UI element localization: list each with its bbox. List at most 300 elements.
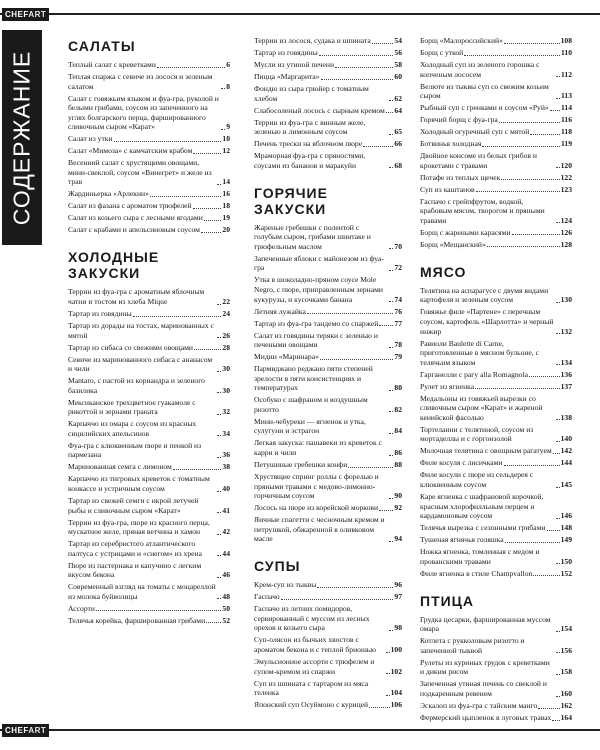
toc-entry[interactable] [254, 72, 402, 82]
toc-entry[interactable] [254, 580, 402, 590]
toc-entry[interactable] [420, 139, 572, 149]
section-heading: ПТИЦА [420, 592, 475, 609]
toc-entry[interactable] [68, 72, 230, 91]
dot-leader [193, 208, 222, 209]
toc-entry-title: Карпаччо из омара с соусом из красных сицилийских апельсинов [68, 419, 197, 438]
toc-entry-title: Летняя лужайка [254, 306, 306, 316]
toc-entry-page: 64 [394, 105, 402, 115]
dot-leader [552, 720, 559, 721]
toc-entry[interactable] [254, 503, 402, 513]
toc-entry-page: 50 [222, 603, 230, 613]
toc-entry-title: Салат «Мимоза» с камчатским крабом [68, 146, 193, 156]
brand-logo-post: ART [28, 10, 47, 19]
toc-entry-page: 56 [394, 47, 402, 57]
toc-entry-title: Особуко с шафраном и воздушным ризотто [254, 395, 368, 414]
column-right [420, 36, 572, 725]
toc-entry-title: Легкая закуска: пашавеки из креветок с карри и чили [254, 438, 382, 458]
dot-leader [317, 587, 393, 588]
toc-entry[interactable] [420, 36, 572, 46]
brand-logo-pre: CHEF [5, 10, 29, 19]
toc-entry[interactable] [254, 635, 402, 654]
dot-leader [556, 696, 560, 697]
toc-entry[interactable] [68, 474, 230, 493]
dot-leader [204, 220, 222, 221]
toc-entry-title: Салат из утки [68, 134, 113, 144]
dot-leader [319, 55, 394, 56]
toc-entry-page: 80 [394, 383, 402, 393]
toc-entry[interactable] [254, 84, 402, 103]
toc-entry-title: Салат из фазана с ароматом трюфелей [68, 201, 192, 211]
dot-leader [556, 364, 560, 365]
toc-entry[interactable] [68, 287, 230, 306]
dot-leader [556, 652, 560, 653]
toc-entry[interactable] [420, 701, 572, 711]
toc-entry[interactable] [254, 331, 402, 350]
toc-entry-title: Утка в шоколадно-пряном соусе Mole Negro, с пюре, приправленным зернами кукурузы, и кусочками банана [254, 275, 383, 304]
toc-entry-page: 54 [394, 36, 402, 45]
toc-entry-page: 8 [226, 81, 230, 91]
dot-leader [389, 347, 393, 348]
toc-entry-page: 92 [394, 503, 402, 513]
section-gap [68, 237, 230, 247]
toc-entry[interactable] [68, 561, 230, 580]
toc-entry-title: Медальоны из говяжьей вырезки со сливочным сыром «Карат» и жареной кенийской фасолью [420, 393, 543, 422]
dot-leader [556, 563, 560, 564]
toc-entry[interactable] [254, 700, 402, 710]
toc-entry-page: 10 [222, 134, 230, 144]
dot-leader [556, 441, 560, 442]
toc-entry[interactable] [420, 523, 572, 533]
toc-entry-title: Пюре из пастернака и капучино с легким вкусом бекона [68, 560, 202, 580]
bottom-bar [0, 724, 600, 744]
dot-leader [193, 153, 221, 154]
dot-leader [389, 270, 393, 271]
toc-entry[interactable] [254, 679, 402, 698]
toc-entry[interactable] [254, 139, 402, 149]
toc-entry-page: 82 [394, 404, 402, 414]
dot-leader [217, 392, 221, 393]
toc-entry-page: 110 [561, 47, 572, 57]
toc-entry[interactable] [68, 146, 230, 156]
toc-entry[interactable] [68, 604, 230, 614]
dot-leader [217, 435, 221, 436]
toc-entry-title: Гаспачо [254, 592, 280, 602]
toc-entry[interactable] [420, 636, 572, 655]
toc-entry-title: Террин из фуа-гра, пюре из красного перца, мускатное желе, пряная ветчина и хамон [68, 517, 210, 537]
dot-leader [281, 599, 394, 600]
dot-leader [389, 541, 393, 542]
toc-entry-page: 106 [390, 700, 402, 710]
toc-entry-page: 44 [222, 548, 230, 558]
dot-leader [553, 453, 560, 454]
toc-entry-title: Тартар из серебристого атлантического палтуса с устрицами и «снегом» из хрена [68, 539, 202, 558]
dot-leader [389, 248, 393, 249]
toc-entry[interactable] [254, 60, 402, 70]
dot-leader [512, 234, 560, 235]
dot-leader [217, 555, 221, 556]
dot-leader [217, 512, 221, 513]
toc-entry[interactable] [68, 94, 230, 132]
toc-entry-page: 145 [560, 479, 572, 489]
toc-entry[interactable] [68, 134, 230, 144]
toc-entry[interactable] [68, 213, 230, 223]
bottom-rule [0, 729, 600, 731]
toc-entry-title: Пицца «Маргарита» [254, 71, 320, 81]
toc-entry-title: Тартар из дорады на тостах, маринованных с мятой [68, 320, 214, 340]
toc-entry-page: 16 [222, 189, 230, 199]
toc-entry-page: 9 [226, 122, 230, 132]
toc-entry-title: Филе ягненка в стиле Champvallon [420, 568, 533, 578]
toc-entry-page: 72 [394, 263, 402, 273]
toc-entry-title: Яичные спагетти с чесночным кремом и петрушкой, обжаренной в оливковом масле [254, 515, 385, 544]
toc-entry[interactable] [68, 309, 230, 319]
toc-entry-title: Равиоли Baulette di Carne, приготовленные в мясном бульоне, с телячьим языком [420, 338, 539, 367]
toc-entry-title: Запеченная утиная печень со свеклой и подкаренным ревенем [420, 679, 547, 698]
toc-entry-page: 158 [560, 667, 572, 677]
toc-entry-title: Тартар из сибаса со свежими овощами [68, 342, 193, 352]
toc-entry-page: 76 [394, 306, 402, 316]
toc-entry-page: 34 [222, 428, 230, 438]
toc-entry[interactable] [420, 115, 572, 125]
toc-entry-page: 112 [561, 69, 572, 79]
dot-leader [372, 43, 394, 44]
toc-entry[interactable] [68, 462, 230, 472]
toc-entry[interactable] [254, 118, 402, 137]
toc-entry-title: Маринованная семга с лимоном [68, 462, 172, 472]
toc-entry-title: Ботвинья холодная [420, 139, 482, 149]
toc-entry[interactable] [420, 82, 572, 101]
toc-entry[interactable] [68, 343, 230, 353]
toc-entry-title: Борщ «Мещанский» [420, 239, 486, 249]
dot-leader [386, 112, 394, 113]
toc-entry-title: Запеченные яблоки с майонезом из фуа-гра [254, 253, 384, 273]
dot-leader [501, 179, 559, 180]
toc-entry-title: Борщ с жареными карасями [420, 227, 511, 237]
toc-entry[interactable] [420, 535, 572, 545]
dot-leader [217, 414, 221, 415]
toc-entry-title: Петушиные гребешки конфи [254, 460, 348, 469]
toc-entry-page: 60 [394, 71, 402, 81]
section-gap [254, 173, 402, 183]
toc-entry[interactable] [254, 604, 402, 633]
toc-entry-title: Филе косули с пюре из сельдерея с клюквенным соусом [420, 470, 534, 489]
toc-entry[interactable] [420, 382, 572, 392]
dot-leader [389, 411, 393, 412]
toc-entry[interactable] [254, 438, 402, 457]
toc-entry[interactable] [68, 419, 230, 438]
dot-leader [389, 498, 393, 499]
dot-leader [321, 79, 394, 80]
toc-entry-title: Севиче из маринованного сибаса с ананасом и чили [68, 354, 213, 374]
toc-entry[interactable] [254, 254, 402, 273]
dot-leader [335, 67, 393, 68]
toc-entry[interactable] [420, 240, 572, 250]
dot-leader [150, 196, 222, 197]
toc-entry[interactable] [254, 364, 402, 393]
toc-entry-title: Потафе из теплых щечек [420, 172, 501, 182]
brand-logo-footer [2, 724, 49, 737]
toc-entry-title: Мраморная фуа-гра с пряностями, соусами из бананов и маракуйи [254, 151, 366, 170]
toc-entry-page: 128 [560, 239, 572, 249]
toc-entry-page: 130 [560, 295, 572, 305]
toc-entry[interactable] [420, 197, 572, 226]
section-heading: ГОРЯЧИЕ ЗАКУСКИ [254, 184, 328, 217]
toc-entry[interactable] [420, 547, 572, 566]
toc-entry-page: 77 [394, 318, 402, 328]
toc-entry[interactable] [68, 225, 230, 235]
toc-entry-title: Салат из говядины теряки с зеленью и печеными овощами [254, 330, 378, 350]
brand-logo [2, 8, 49, 21]
toc-entry-title: Суп-олясон из бычьих хвостов с ароматом бекона и с теплой бриошью [254, 635, 376, 655]
toc-entry[interactable] [68, 189, 230, 199]
toc-entry-page: 126 [560, 227, 572, 237]
dot-leader [538, 708, 559, 709]
toc-entry[interactable] [420, 173, 572, 183]
toc-entry-page: 86 [394, 448, 402, 458]
dot-leader [556, 222, 560, 223]
toc-entry[interactable] [420, 569, 572, 579]
dot-leader [386, 652, 390, 653]
toc-entry-page: 70 [394, 241, 402, 251]
toc-entry-title: Лосось на пюре из корейской моркови [254, 503, 379, 513]
toc-entry-page: 88 [394, 460, 402, 469]
toc-entry-page: 120 [560, 160, 572, 170]
toc-entry-page: 68 [394, 160, 402, 170]
dot-leader [482, 146, 560, 147]
toc-entry[interactable] [254, 657, 402, 676]
toc-entry-page: 58 [394, 59, 402, 69]
toc-entry-page: 30 [222, 385, 230, 395]
toc-entry-title: Эмульсионное ассорти с трюфелем и супом-кремом из спаржи [254, 657, 375, 676]
toc-entry[interactable] [420, 185, 572, 195]
dot-leader [505, 542, 560, 543]
toc-entry[interactable] [420, 286, 572, 305]
dot-leader [206, 622, 221, 623]
toc-entry-page: 38 [222, 462, 230, 472]
toc-entry-title: Холодный огуречный суп с мятой [420, 127, 530, 137]
dot-leader [133, 316, 222, 317]
toc-entry[interactable] [68, 355, 230, 374]
toc-entry[interactable] [254, 460, 402, 470]
toc-entry-page: 65 [394, 127, 402, 137]
toc-entry[interactable] [420, 615, 572, 634]
toc-entry[interactable] [420, 492, 572, 521]
toc-entry-title: Котлета с рукколовым ризотто и запеченной тыквой [420, 636, 525, 655]
dot-leader [389, 390, 393, 391]
toc-entry-title: Печень трески на яблочном пюре [254, 139, 363, 149]
toc-entry[interactable] [254, 417, 402, 436]
toc-entry-page: 132 [560, 326, 572, 336]
toc-entry-page: 46 [222, 570, 230, 580]
toc-entry[interactable] [420, 679, 572, 698]
dot-leader [556, 674, 560, 675]
toc-entry-title: Гаспачо с грейпфрутом, водкой, крабовым мясом, творогом и пряными травами [420, 196, 545, 225]
toc-entry[interactable] [254, 352, 402, 362]
toc-entry-title: Mantaro, с пастой из кориандра и зеленого базилика [68, 376, 205, 395]
toc-entry[interactable] [254, 106, 402, 116]
toc-entry[interactable] [68, 376, 230, 395]
toc-entry[interactable] [68, 398, 230, 417]
toc-entry-page: 156 [560, 645, 572, 655]
toc-entry-title: Телятина на аспарагусе с двумя видами картофеля и зеленым соусом [420, 285, 549, 305]
toc-entry-page: 122 [560, 172, 572, 182]
section-gap [420, 252, 572, 262]
toc-entry-page: 149 [560, 535, 572, 545]
toc-entry-title: Салат с крабами и апельсиновым соусом [68, 225, 200, 235]
toc-entry[interactable] [254, 472, 402, 501]
toc-entry-page: 118 [561, 127, 572, 137]
toc-entry[interactable] [420, 713, 572, 723]
toc-entry-title: Мидии «Маринара» [254, 352, 319, 362]
toc-entry[interactable] [68, 518, 230, 537]
dot-leader [217, 457, 221, 458]
toc-entry[interactable] [254, 275, 402, 304]
toc-entry[interactable] [254, 223, 402, 252]
column-middle [254, 36, 402, 712]
toc-entry[interactable] [420, 60, 572, 79]
toc-entry[interactable] [254, 395, 402, 414]
toc-entry-page: 79 [394, 352, 402, 362]
top-rule [0, 13, 600, 15]
toc-entry[interactable] [68, 496, 230, 515]
toc-entry-page: 100 [390, 645, 402, 655]
dot-leader [217, 304, 221, 305]
toc-entry-page: 24 [222, 308, 230, 318]
dot-leader [221, 88, 225, 89]
toc-entry[interactable] [68, 201, 230, 211]
toc-entry-title: Суп из каштанов [420, 184, 475, 194]
dot-leader [476, 191, 560, 192]
toc-entry-page: 42 [222, 527, 230, 537]
toc-entry[interactable] [420, 151, 572, 170]
toc-entry[interactable] [420, 425, 572, 444]
dot-leader [389, 630, 393, 631]
dot-leader [114, 141, 222, 142]
section-gap [420, 581, 572, 591]
toc-entry-title: Тартар из свежей семги с икрой летучей рыбы и сливочным сыром «Карат» [68, 495, 199, 515]
toc-entry[interactable] [254, 515, 402, 544]
toc-entry[interactable] [68, 321, 230, 340]
dot-leader [556, 419, 560, 420]
toc-entry-title: Каре ягненка с шафрановой корочкой, красным хлорофилльным перцем и кардамоновым соусом [420, 491, 544, 521]
toc-entry-title: Современный взгляд на томаты с моцареллой из молока буйволицы [68, 582, 216, 601]
toc-entry-title: Говяжье филе «Партене» с перечным соусом, картофель «Шарлотта» и черный инжир [420, 307, 554, 336]
dot-leader [556, 518, 560, 519]
toc-entry[interactable] [420, 394, 572, 423]
toc-entry-title: Хрустящие спринг роллы с форелью и пряными травами с медово-лимонно-горчичным соусом [254, 471, 379, 501]
toc-entry-page: 108 [560, 36, 572, 45]
dot-leader [556, 302, 560, 303]
toc-entry-page: 136 [560, 369, 572, 379]
toc-entry[interactable] [68, 60, 230, 70]
toc-entry[interactable] [254, 592, 402, 602]
toc-entry[interactable] [420, 458, 572, 468]
toc-entry[interactable] [254, 319, 402, 329]
toc-entry[interactable] [68, 582, 230, 601]
dot-leader [556, 167, 560, 168]
toc-entry[interactable] [254, 151, 402, 170]
toc-entry-page: 14 [222, 177, 230, 187]
toc-entry-page: 146 [560, 511, 572, 521]
toc-entry-page: 116 [561, 115, 572, 125]
dot-leader [363, 146, 393, 147]
toc-entry-title: Ножка ягненка, томленная с медом и прованскими травами [420, 547, 540, 566]
dot-leader [221, 129, 225, 130]
toc-entry-page: 152 [560, 568, 572, 578]
toc-entry-page: 22 [222, 297, 230, 306]
toc-entry-title: Слабосоленый лосось с сырным кремом [254, 105, 385, 115]
toc-entry[interactable] [254, 48, 402, 58]
toc-entry-page: 40 [222, 484, 230, 493]
dot-leader [529, 376, 560, 377]
toc-entry-page: 114 [561, 103, 572, 113]
dot-leader [504, 43, 560, 44]
dot-leader [389, 433, 393, 434]
toc-entry-page: 20 [222, 225, 230, 235]
toc-entry[interactable] [68, 158, 230, 187]
dot-leader [389, 134, 393, 135]
toc-entry-title: Фермерский цыпленок в луговых травах [420, 712, 552, 722]
toc-entry[interactable] [420, 103, 572, 113]
dot-leader [379, 325, 393, 326]
toc-entry[interactable] [420, 339, 572, 368]
toc-entry[interactable] [420, 470, 572, 489]
contents-title-bar [2, 30, 42, 245]
toc-entry-title: Крем-суп из тыквы [254, 580, 317, 590]
toc-entry-title: Тушеная ягнячья голяшка [420, 535, 504, 545]
dot-leader [547, 530, 560, 531]
toc-entry[interactable] [68, 539, 230, 558]
toc-entry[interactable] [420, 446, 572, 456]
dot-leader [217, 371, 221, 372]
toc-entry-page: 134 [560, 357, 572, 367]
section-heading: СУПЫ [254, 558, 301, 575]
toc-entry[interactable] [420, 658, 572, 677]
toc-entry-title: Тартар из говядины [68, 308, 132, 318]
toc-entry-title: Фондю из сыра грюйер с томатным хлебом [254, 83, 369, 103]
toc-entry-title: Террин из фуа-гра с ароматным яблочным чатни и тостом из хлеба Mique [68, 287, 205, 306]
toc-entry-page: 150 [560, 556, 572, 566]
dot-leader [556, 631, 560, 632]
toc-entry-title: Террин из фуа-гра с винным желе, зеленью и лимонным соусом [254, 117, 366, 137]
toc-entry-page: 113 [561, 91, 572, 101]
toc-entry[interactable] [420, 307, 572, 336]
toc-entry[interactable] [68, 616, 230, 626]
toc-entry[interactable] [68, 441, 230, 460]
toc-entry[interactable] [254, 307, 402, 317]
dot-leader [550, 110, 560, 111]
toc-entry[interactable] [420, 370, 572, 380]
toc-entry-title: Салат с говяжьим языком и фуа-гра, руколой и белыми грибами, соусом из запеченного на углях болгарского перца, фаршированного сливочным сыром «Карат» [68, 93, 219, 132]
toc-entry-page: 66 [394, 139, 402, 149]
toc-entry-title: Рыбный суп с гренками и соусом «Руй» [420, 103, 549, 113]
top-bar [0, 0, 600, 28]
dot-leader [217, 184, 221, 185]
dot-leader [389, 100, 393, 101]
toc-entry[interactable] [254, 36, 402, 46]
dot-leader [194, 349, 221, 350]
section-heading: ХОЛОДНЫЕ ЗАКУСКИ [68, 249, 160, 282]
toc-entry[interactable] [420, 228, 572, 238]
dot-leader [320, 359, 394, 360]
toc-entry-page: 12 [222, 146, 230, 156]
toc-entry-page: 78 [394, 340, 402, 350]
toc-entry-title: Японский суп Осуймоно с курицей [254, 700, 369, 710]
dot-leader [530, 134, 560, 135]
toc-entry[interactable] [420, 127, 572, 137]
toc-entry-page: 162 [560, 700, 572, 710]
toc-entry[interactable] [420, 48, 572, 58]
